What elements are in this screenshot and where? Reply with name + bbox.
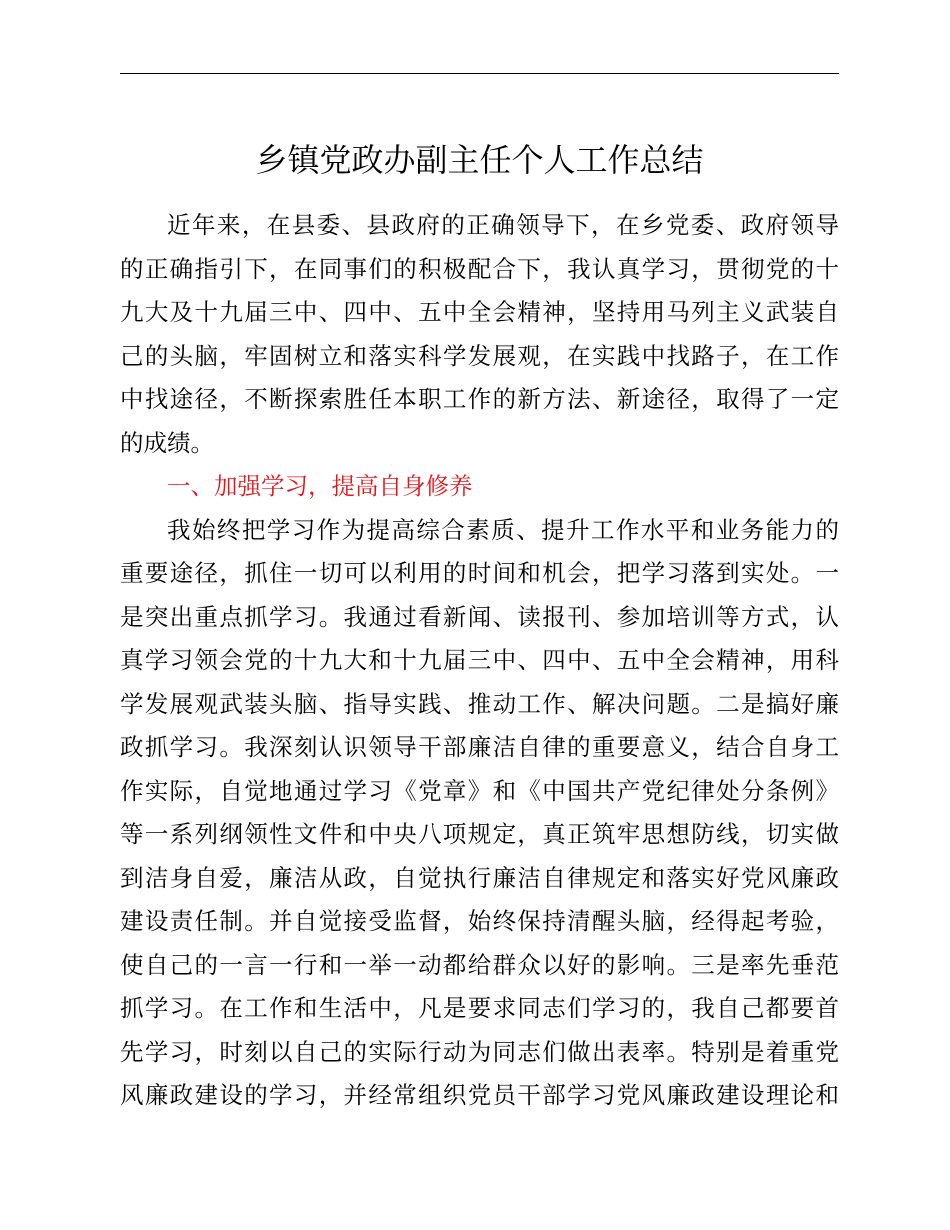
section-line: 先学习，时刻以自己的实际行动为同志们做出表率。特别是着重党 (120, 1037, 839, 1066)
section-line: 风廉政建设的学习，并经常组织党员干部学习党风廉政建设理论和 (120, 1081, 839, 1109)
intro-line: 九大及十九届三中、四中、五中全会精神，坚持用马列主义武装自 (120, 298, 839, 326)
section-line: 学发展观武装头脑、指导实践、推动工作、解决问题。二是搞好廉 (120, 689, 839, 718)
section-heading: 一、加强学习，提高自身修养 (167, 472, 473, 500)
document-title: 乡镇党政办副主任个人工作总结 (255, 141, 704, 179)
section-line: 是突出重点抓学习。我通过看新闻、读报刊、参加培训等方式，认 (120, 602, 839, 631)
intro-line: 的成绩。 (120, 428, 214, 457)
section-line: 使自己的一言一行和一举一动都给群众以好的影响。三是率先垂范 (120, 950, 839, 979)
section-line: 抓学习。在工作和生活中，凡是要求同志们学习的，我自己都要首 (120, 994, 839, 1022)
section-line: 我始终把学习作为提高综合素质、提升工作水平和业务能力的 (167, 515, 839, 544)
intro-line: 中找途径，不断探索胜任本职工作的新方法、新途径，取得了一定 (120, 385, 839, 413)
section-line: 建设责任制。并自觉接受监督，始终保持清醒头脑，经得起考验， (120, 907, 839, 935)
section-line: 真学习领会党的十九大和十九届三中、四中、五中全会精神，用科 (120, 646, 839, 674)
intro-line: 的正确指引下，在同事们的积极配合下，我认真学习，贯彻党的十 (120, 254, 839, 283)
intro-line: 己的头脑，牢固树立和落实科学发展观，在实践中找路子，在工作 (120, 341, 839, 370)
section-line: 重要途径，抓住一切可以利用的时间和机会，把学习落到实处。一 (120, 559, 839, 587)
intro-line: 近年来，在县委、县政府的正确领导下，在乡党委、政府领导 (167, 211, 839, 239)
section-line: 到洁身自爱，廉洁从政，自觉执行廉洁自律规定和落实好党风廉政 (120, 863, 839, 892)
section-line: 政抓学习。我深刻认识领导干部廉洁自律的重要意义，结合自身工 (120, 733, 839, 761)
section-line: 等一系列纲领性文件和中央八项规定，真正筑牢思想防线，切实做 (120, 820, 839, 848)
section-line: 作实际，自觉地通过学习《党章》和《中国共产党纪律处分条例》 (120, 776, 839, 805)
header-rule (120, 73, 839, 74)
document-body (120, 204, 839, 1118)
